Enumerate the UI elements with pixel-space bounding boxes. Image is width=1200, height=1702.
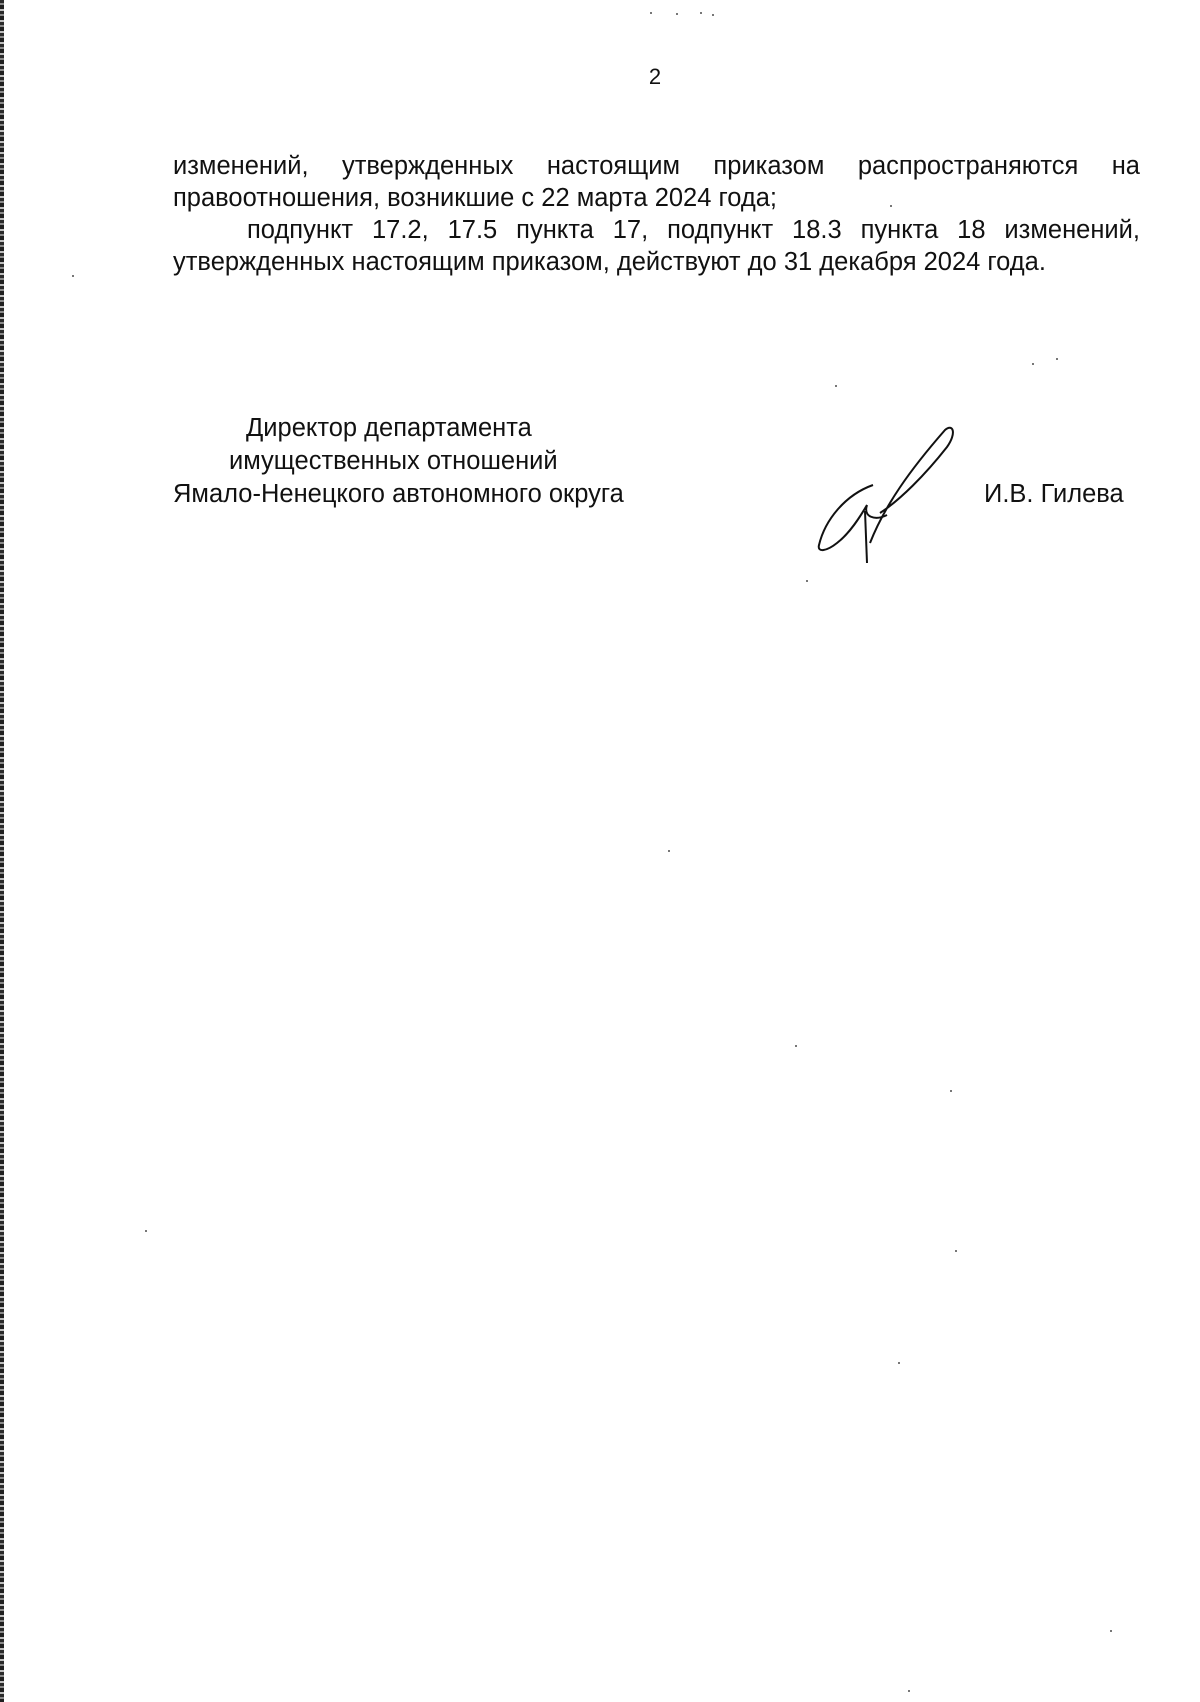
signatory-title-line-1: Директор департамента <box>246 414 532 442</box>
signatory-title-line-2: имущественных отношений <box>229 447 558 475</box>
scan-speck <box>898 1362 900 1364</box>
scan-speck <box>1056 358 1058 360</box>
signatory-title <box>173 412 624 511</box>
scan-speck <box>1032 363 1034 365</box>
scan-speck <box>700 12 702 14</box>
scan-speck <box>955 1250 957 1252</box>
scan-speck <box>890 205 892 207</box>
page-number: 2 <box>648 64 662 89</box>
scan-speck <box>72 275 74 277</box>
scan-speck <box>676 13 678 15</box>
scan-speck <box>650 12 652 14</box>
scan-binding-edge <box>0 0 4 1702</box>
scan-speck <box>712 14 714 16</box>
scan-speck <box>835 385 837 387</box>
handwritten-signature <box>815 425 975 565</box>
paragraph-subclauses: подпункт 17.2, 17.5 пункта 17, подпункт 18.3 пункта 18 изменений, утвержденных настоящим приказом, действуют до 31 декабря 2024 года. <box>173 216 1140 276</box>
scan-speck <box>668 850 670 852</box>
scan-speck <box>795 1045 797 1047</box>
scan-speck <box>145 1230 147 1232</box>
scan-speck <box>806 580 808 582</box>
signatory-name: И.В. Гилева <box>984 480 1124 508</box>
scan-speck <box>950 1090 952 1092</box>
scan-speck <box>1110 1630 1112 1632</box>
body-text <box>173 150 1140 278</box>
scan-speck <box>908 1690 910 1692</box>
paragraph-continuation: изменений, утвержденных настоящим приказом распространяются на правоотношения, возникшие с 22 марта 2024 года; <box>173 152 1140 212</box>
signatory-title-line-3: Ямало-Ненецкого автономного округа <box>173 480 624 508</box>
